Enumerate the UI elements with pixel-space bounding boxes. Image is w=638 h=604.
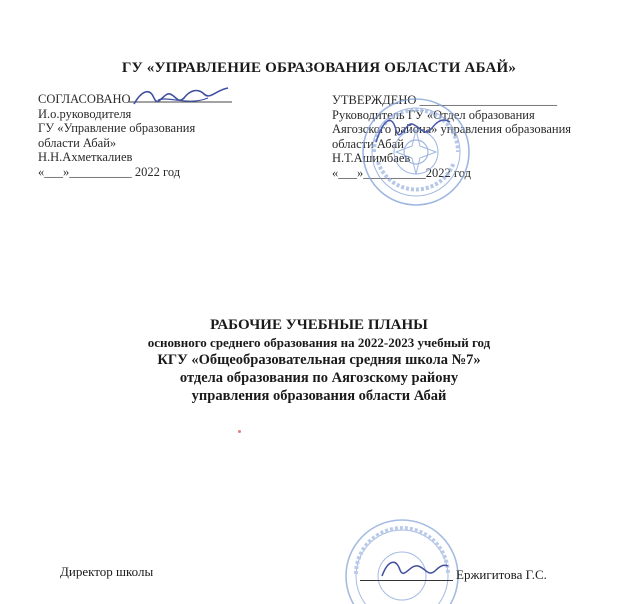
department-name: отдела образования по Аягозскому району	[179, 370, 459, 386]
approved-signature	[372, 108, 452, 152]
school-name: КГУ «Общеобразовательная средняя школа №7»	[157, 352, 481, 368]
approved-heading: УТВЕРЖДЕНО ______________________	[332, 93, 558, 107]
agreed-line: «___»__________ 2022 год	[38, 164, 181, 179]
agreed-line: области Абай»	[38, 135, 117, 150]
approved-line: Руководитель ГУ «Отдел образования	[332, 107, 535, 122]
approved-line: Н.Т.Ашимбаев	[332, 151, 411, 165]
agreed-line: И.о.руководителя	[38, 106, 132, 121]
stray-mark	[238, 430, 241, 433]
document-subtitle: основного среднего образования на 2022-2023 учебный год	[147, 335, 491, 350]
document-title-block	[0, 316, 638, 405]
agreed-heading: СОГЛАСОВАНО	[38, 92, 131, 106]
agreed-line: Н.Н.Ахметкалиев	[38, 150, 133, 164]
agreed-line: ГУ «Управление образования	[38, 121, 196, 135]
administration-name: управления образования области Абай	[191, 388, 447, 404]
director-label: Директор школы	[60, 564, 154, 579]
approved-line: области Абай	[332, 136, 404, 151]
document-title: РАБОЧИЕ УЧЕБНЫЕ ПЛАНЫ	[210, 317, 428, 333]
organization-title: ГУ «УПРАВЛЕНИЕ ОБРАЗОВАНИЯ ОБЛАСТИ АБАЙ»	[121, 60, 517, 76]
director-name: Ержигитова Г.С.	[456, 567, 547, 582]
director-signature-line	[360, 580, 453, 581]
agreed-signature	[128, 84, 233, 114]
approved-line: «___»__________2022 год	[332, 165, 471, 180]
approved-line: Аягозского района» управления образования	[332, 122, 572, 136]
